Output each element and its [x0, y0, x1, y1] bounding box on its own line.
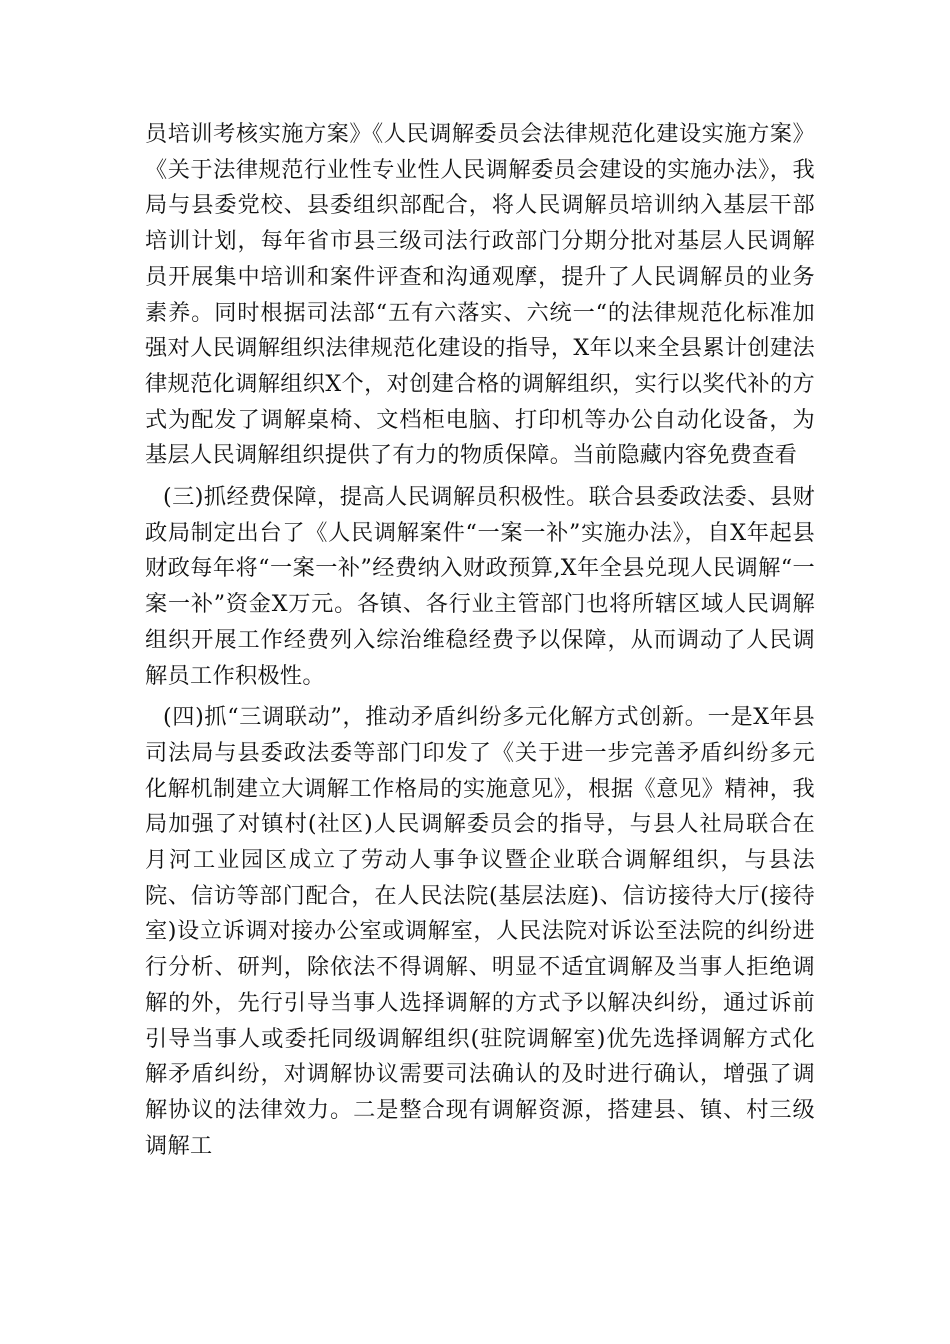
document-body: [145, 117, 815, 1170]
paragraph-three-mediation: (四)抓“三调联动”，推动矛盾纠纷多元化解方式创新。一是X年县司法局与县委政法委等部门印发了《关于进一步完善矛盾纠纷多元化解机制建立大调解工作格局的实施意见》，根据《意见》精神，我局加强了对镇村(社区)人民调解委员会的指导，与县人社局联合在月河工业园区成立了劳动人事争议暨企业联合调解组织，与县法院、信访等部门配合，在人民法院(基层法庭)、信访接待大厅(接待室)设立诉调对接办公室或调解室，人民法院对诉讼至法院的纠纷进行分析、研判，除依法不得调解、明显不适宜调解及当事人拒绝调解的外，先行引导当事人选择调解的方式予以解决纠纷，通过诉前引导当事人或委托同级调解组织(驻院调解室)优先选择调解方式化解矛盾纠纷，对调解协议需要司法确认的及时进行确认，增强了调解协议的法律效力。二是整合现有调解资源，搭建县、镇、村三级调解工: [145, 704, 815, 1159]
paragraph-training: 员培训考核实施方案》《人民调解委员会法律规范化建设实施方案》《关于法律规范行业性专业性人民调解委员会建设的实施办法》，我局与县委党校、县委组织部配合，将人民调解员培训纳入基层干部培训计划，每年省市县三级司法行政部门分期分批对基层人民调解员开展集中培训和案件评查和沟通观摩，提升了人民调解员的业务素养。同时根据司法部“五有六落实、六统一“的法律规范化标准加强对人民调解组织法律规范化建设的指导，X年以来全县累计创建法律规范化调解组织X个，对创建合格的调解组织，实行以奖代补的方式为配发了调解桌椅、文档柜电脑、打印机等办公自动化设备，为基层人民调解组织提供了有力的物质保障。当前隐藏内容免费查看: [145, 121, 815, 469]
paragraph-funding: (三)抓经费保障，提高人民调解员积极性。联合县委政法委、县财政局制定出台了《人民调解案件“一案一补”实施办法》，自X年起县财政每年将“一案一补”经费纳入财政预算,X年全县兑现人民调解“一案一补”资金X万元。各镇、各行业主管部门也将所辖区域人民调解组织开展工作经费列入综治维稳经费予以保障，从而调动了人民调解员工作积极性。: [145, 484, 815, 689]
